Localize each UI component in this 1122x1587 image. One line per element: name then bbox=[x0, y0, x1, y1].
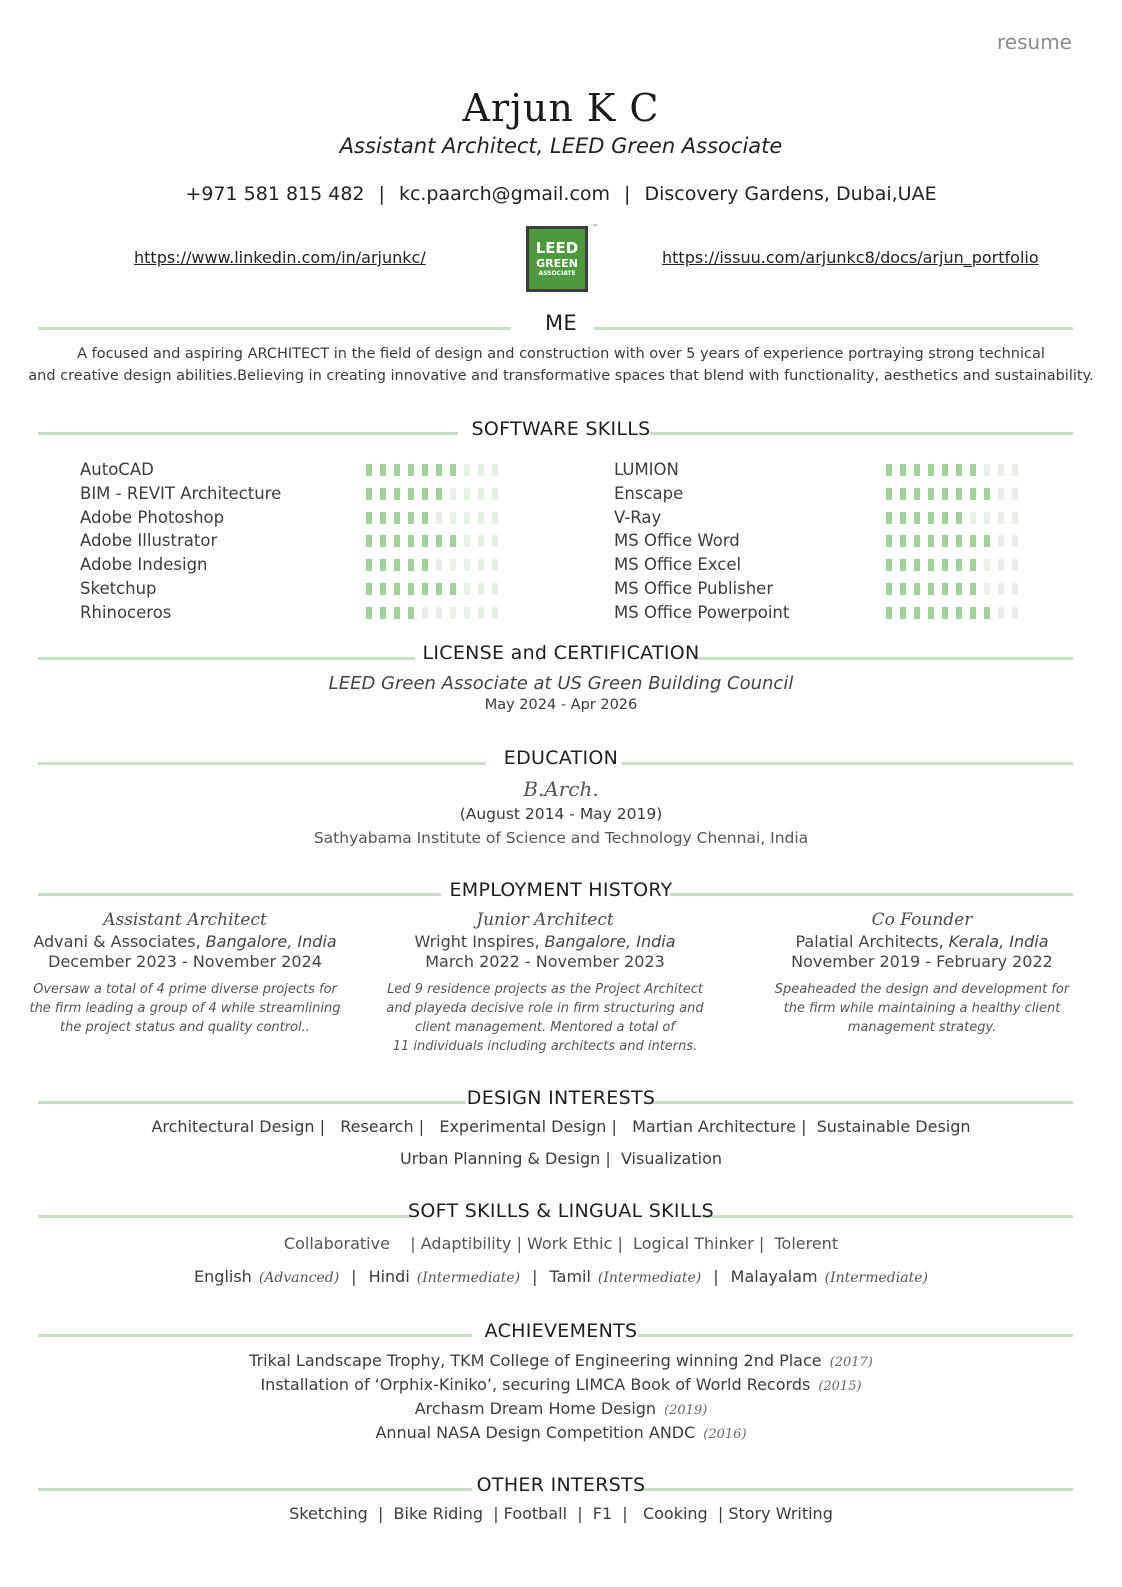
skill-level-segment bbox=[928, 607, 934, 619]
job-description-line: client management. Mentored a total of bbox=[415, 1020, 675, 1035]
skill-level-segment bbox=[408, 488, 414, 500]
skill-level-segment bbox=[478, 464, 484, 476]
achievement-item bbox=[0, 1351, 1122, 1370]
skill-level-segment bbox=[436, 512, 442, 524]
language-level: (Intermediate) bbox=[597, 1270, 702, 1286]
skill-name: MS Office Publisher bbox=[614, 579, 774, 598]
skill-level-segment bbox=[492, 488, 498, 500]
skill-level-segment bbox=[450, 583, 456, 595]
job-description-line: the firm leading a group of 4 while streamlining bbox=[29, 1001, 341, 1016]
skill-level-segment bbox=[886, 535, 892, 547]
heading-soft-skills: SOFT SKILLS & LINGUAL SKILLS bbox=[408, 1200, 714, 1222]
skill-level-segment bbox=[436, 607, 442, 619]
skill-level-segment bbox=[450, 464, 456, 476]
skill-level-segment bbox=[422, 607, 428, 619]
job-description-line: and playeda decisive role in firm structuring and bbox=[386, 1001, 704, 1016]
skill-level-segment bbox=[984, 464, 990, 476]
job-company-line bbox=[375, 932, 715, 951]
job-company: Wright Inspires, bbox=[414, 932, 540, 951]
skill-level-bar bbox=[366, 464, 512, 476]
other-interests-line: Sketching | Bike Riding | Football | F1 | Cooking | Story Writing bbox=[289, 1504, 833, 1523]
job-description-line: 11 individuals including architects and interns. bbox=[392, 1039, 698, 1054]
skill-level-segment bbox=[956, 488, 962, 500]
achievement-item bbox=[0, 1399, 1122, 1418]
skill-level-segment bbox=[1012, 583, 1018, 595]
skill-level-segment bbox=[914, 464, 920, 476]
skill-level-bar bbox=[886, 607, 1032, 619]
skill-level-segment bbox=[942, 607, 948, 619]
skill-level-segment bbox=[492, 559, 498, 571]
job-description-line: Speaheaded the design and development for bbox=[774, 982, 1070, 997]
skill-level-segment bbox=[956, 512, 962, 524]
soft-skills-line: Collaborative | Adaptibility | Work Ethic | Logical Thinker | Tolerent bbox=[283, 1234, 839, 1253]
skill-level-segment bbox=[478, 559, 484, 571]
skill-level-segment bbox=[900, 583, 906, 595]
skill-level-bar bbox=[886, 512, 1032, 524]
skill-name: MS Office Excel bbox=[614, 555, 742, 575]
skill-level-segment bbox=[886, 583, 892, 595]
skill-level-segment bbox=[464, 607, 470, 619]
skill-level-segment bbox=[928, 559, 934, 571]
language-name: English bbox=[194, 1267, 252, 1286]
job-location: Bangalore, India bbox=[544, 932, 676, 951]
job-entry bbox=[762, 910, 1082, 1037]
job-description bbox=[15, 980, 355, 1037]
skill-level-segment bbox=[422, 583, 428, 595]
skill-level-segment bbox=[914, 535, 920, 547]
skill-level-segment bbox=[942, 559, 948, 571]
skill-level-segment bbox=[436, 583, 442, 595]
skill-level-segment bbox=[942, 488, 948, 500]
skill-level-bar bbox=[366, 607, 512, 619]
skill-level-segment bbox=[914, 488, 920, 500]
job-description-line: Led 9 residence projects as the Project Architect bbox=[387, 982, 703, 997]
job-company-line bbox=[15, 932, 355, 951]
skill-level-segment bbox=[380, 488, 386, 500]
skill-level-segment bbox=[998, 464, 1004, 476]
skill-level-segment bbox=[366, 583, 372, 595]
me-line-1: A focused and aspiring ARCHITECT in the field of design and construction with over 5 years of experience portraying strong technical bbox=[77, 346, 1045, 362]
language-name: Malayalam bbox=[730, 1267, 818, 1286]
language-name: Tamil bbox=[549, 1267, 591, 1286]
job-description-line: the firm while maintaining a healthy client bbox=[783, 1001, 1061, 1016]
skill-level-segment bbox=[886, 559, 892, 571]
skill-level-segment bbox=[464, 559, 470, 571]
me-line-2: and creative design abilities.Believing in creating innovative and transformative spaces that blend with functionality, aesthetics and sustainability. bbox=[28, 368, 1094, 384]
skill-level-segment bbox=[436, 535, 442, 547]
skill-level-segment bbox=[1012, 488, 1018, 500]
skill-level-segment bbox=[900, 535, 906, 547]
skill-name: BIM - REVIT Architecture bbox=[80, 483, 282, 503]
skill-level-segment bbox=[886, 607, 892, 619]
skill-level-segment bbox=[394, 559, 400, 571]
skill-level-segment bbox=[422, 488, 428, 500]
skill-level-segment bbox=[998, 488, 1004, 500]
job-description-line: the project status and quality control.. bbox=[60, 1020, 310, 1035]
skill-level-segment bbox=[998, 559, 1004, 571]
skill-level-bar bbox=[366, 488, 512, 500]
language-level: (Intermediate) bbox=[416, 1270, 521, 1286]
achievement-year: (2015) bbox=[818, 1379, 862, 1394]
achievement-text: Annual NASA Design Competition ANDC bbox=[375, 1423, 696, 1442]
skill-level-segment bbox=[914, 583, 920, 595]
skill-level-segment bbox=[450, 607, 456, 619]
skill-level-bar bbox=[366, 583, 512, 595]
skill-level-segment bbox=[900, 464, 906, 476]
skill-level-segment bbox=[970, 488, 976, 500]
skill-name: Rhinoceros bbox=[80, 602, 172, 622]
skill-level-segment bbox=[984, 535, 990, 547]
skill-level-segment bbox=[984, 583, 990, 595]
skill-level-segment bbox=[380, 607, 386, 619]
skill-level-segment bbox=[436, 559, 442, 571]
license-name: LEED Green Associate at US Green Building Council bbox=[328, 673, 794, 694]
skill-level-segment bbox=[478, 512, 484, 524]
linkedin-link[interactable]: https://www.linkedin.com/in/arjunkc/ bbox=[134, 248, 426, 267]
skill-name: Adobe Illustrator bbox=[80, 531, 218, 551]
skill-level-bar bbox=[886, 583, 1032, 595]
job-entry bbox=[375, 910, 715, 1056]
skill-level-segment bbox=[464, 512, 470, 524]
skill-level-segment bbox=[914, 559, 920, 571]
skill-name: LUMION bbox=[614, 460, 679, 479]
separator: | bbox=[351, 1267, 357, 1286]
job-description-line: Oversaw a total of 4 prime diverse projects for bbox=[33, 982, 337, 997]
job-dates: December 2023 - November 2024 bbox=[48, 952, 322, 971]
achievement-year: (2017) bbox=[829, 1355, 873, 1370]
skill-name: Adobe Photoshop bbox=[80, 507, 225, 527]
job-location: Kerala, India bbox=[948, 932, 1049, 951]
skill-level-bar bbox=[886, 488, 1032, 500]
skill-level-segment bbox=[970, 607, 976, 619]
leed-green-associate-logo bbox=[526, 226, 588, 292]
skill-level-segment bbox=[478, 607, 484, 619]
job-title: Co Founder bbox=[871, 910, 973, 930]
heading-software-skills: SOFTWARE SKILLS bbox=[471, 418, 651, 440]
skill-level-segment bbox=[984, 559, 990, 571]
language-level: (Intermediate) bbox=[824, 1270, 928, 1286]
skill-name: V-Ray bbox=[614, 507, 662, 527]
skill-level-segment bbox=[408, 464, 414, 476]
skill-level-bar bbox=[366, 559, 512, 571]
skill-level-segment bbox=[1012, 464, 1018, 476]
language-name: Hindi bbox=[368, 1267, 410, 1286]
skill-level-segment bbox=[436, 464, 442, 476]
skill-level-segment bbox=[380, 559, 386, 571]
skill-level-segment bbox=[886, 512, 892, 524]
leed-logo-text: GREEN bbox=[536, 257, 578, 270]
skill-level-segment bbox=[450, 512, 456, 524]
skill-level-segment bbox=[956, 559, 962, 571]
skill-level-segment bbox=[928, 535, 934, 547]
skill-level-segment bbox=[380, 512, 386, 524]
job-title: Junior Architect bbox=[476, 910, 614, 930]
job-location: Bangalore, India bbox=[205, 932, 337, 951]
skill-level-segment bbox=[408, 583, 414, 595]
skill-level-segment bbox=[492, 583, 498, 595]
skill-level-segment bbox=[394, 464, 400, 476]
design-interests-line-2: Urban Planning & Design | Visualization bbox=[400, 1149, 722, 1168]
school: Sathyabama Institute of Science and Technology Chennai, India bbox=[313, 829, 809, 847]
skill-level-segment bbox=[422, 512, 428, 524]
skill-level-segment bbox=[970, 535, 976, 547]
heading-achievements: ACHIEVEMENTS bbox=[484, 1320, 638, 1342]
leed-logo-text: ASSOCIATE bbox=[538, 270, 576, 277]
skill-level-segment bbox=[928, 488, 934, 500]
skill-level-segment bbox=[956, 607, 962, 619]
skill-name: Enscape bbox=[614, 483, 684, 503]
skill-level-segment bbox=[422, 464, 428, 476]
skill-level-segment bbox=[984, 607, 990, 619]
skill-level-segment bbox=[984, 488, 990, 500]
skill-level-segment bbox=[366, 535, 372, 547]
degree: B.Arch. bbox=[523, 777, 599, 801]
job-company-line bbox=[762, 932, 1082, 951]
leed-logo-text: LEED bbox=[535, 239, 579, 257]
skill-name: AutoCAD bbox=[80, 460, 154, 479]
achievement-text: Archasm Dream Home Design bbox=[414, 1399, 657, 1418]
job-title: Assistant Architect bbox=[103, 910, 267, 930]
skill-level-bar bbox=[366, 512, 512, 524]
skill-level-segment bbox=[408, 559, 414, 571]
job-dates: November 2019 - February 2022 bbox=[791, 952, 1053, 971]
skill-level-segment bbox=[380, 583, 386, 595]
skill-level-segment bbox=[422, 535, 428, 547]
skill-level-bar bbox=[886, 559, 1032, 571]
skill-level-segment bbox=[366, 607, 372, 619]
skill-level-segment bbox=[394, 535, 400, 547]
skill-level-segment bbox=[394, 488, 400, 500]
skill-level-segment bbox=[380, 464, 386, 476]
heading-other-interests: OTHER INTERSTS bbox=[476, 1474, 646, 1496]
skill-level-segment bbox=[436, 488, 442, 500]
education-dates: (August 2014 - May 2019) bbox=[459, 805, 663, 823]
languages-line bbox=[0, 1267, 1122, 1286]
skill-level-segment bbox=[422, 559, 428, 571]
skill-name: MS Office Powerpoint bbox=[614, 602, 790, 622]
skill-level-segment bbox=[942, 512, 948, 524]
skill-level-segment bbox=[450, 559, 456, 571]
skill-level-segment bbox=[970, 583, 976, 595]
skill-level-segment bbox=[928, 464, 934, 476]
skill-level-segment bbox=[970, 559, 976, 571]
skill-level-segment bbox=[450, 535, 456, 547]
job-company: Palatial Architects, bbox=[795, 932, 944, 951]
skill-level-segment bbox=[478, 535, 484, 547]
skill-level-segment bbox=[984, 512, 990, 524]
separator: | bbox=[378, 183, 385, 205]
skill-level-segment bbox=[956, 535, 962, 547]
skill-level-segment bbox=[366, 512, 372, 524]
heading-employment-history: EMPLOYMENT HISTORY bbox=[449, 879, 673, 901]
email-link[interactable]: kc.paarch@gmail.com bbox=[398, 183, 611, 205]
skill-level-segment bbox=[1012, 607, 1018, 619]
skill-level-segment bbox=[942, 583, 948, 595]
skill-level-segment bbox=[942, 464, 948, 476]
skill-level-segment bbox=[450, 488, 456, 500]
skill-level-segment bbox=[1012, 559, 1018, 571]
skill-level-segment bbox=[998, 607, 1004, 619]
skill-level-segment bbox=[942, 535, 948, 547]
skill-level-segment bbox=[914, 607, 920, 619]
job-description bbox=[762, 980, 1082, 1037]
skill-level-segment bbox=[956, 464, 962, 476]
skill-level-segment bbox=[886, 464, 892, 476]
achievement-item bbox=[0, 1375, 1122, 1394]
skill-name: Sketchup bbox=[80, 579, 157, 598]
skill-name: MS Office Word bbox=[614, 531, 740, 551]
skill-level-bar bbox=[886, 464, 1032, 476]
skill-level-segment bbox=[900, 559, 906, 571]
skill-level-segment bbox=[408, 607, 414, 619]
skill-level-segment bbox=[394, 607, 400, 619]
achievement-year: (2019) bbox=[664, 1403, 708, 1418]
skill-level-segment bbox=[970, 464, 976, 476]
skill-level-segment bbox=[464, 464, 470, 476]
candidate-name: Arjun K C bbox=[462, 86, 660, 130]
skill-level-segment bbox=[998, 535, 1004, 547]
contact-line bbox=[0, 183, 1122, 205]
skill-level-segment bbox=[380, 535, 386, 547]
job-description bbox=[375, 980, 715, 1056]
language-level: (Advanced) bbox=[258, 1270, 340, 1286]
skill-level-segment bbox=[900, 488, 906, 500]
skill-level-segment bbox=[956, 583, 962, 595]
skill-level-segment bbox=[464, 488, 470, 500]
trademark-mark: ™ bbox=[592, 224, 598, 231]
candidate-title: Assistant Architect, LEED Green Associate bbox=[339, 134, 783, 158]
skill-level-segment bbox=[492, 464, 498, 476]
job-entry bbox=[15, 910, 355, 1037]
skill-level-segment bbox=[478, 488, 484, 500]
job-company: Advani & Associates, bbox=[33, 932, 201, 951]
skill-level-bar bbox=[366, 535, 512, 547]
design-interests-line-1: Architectural Design | Research | Experimental Design | Martian Architecture | Sustainable Design bbox=[151, 1117, 971, 1136]
resume-tag: resume bbox=[997, 30, 1072, 54]
skill-level-segment bbox=[1012, 512, 1018, 524]
skill-level-segment bbox=[366, 464, 372, 476]
heading-license: LICENSE and CERTIFICATION bbox=[422, 642, 700, 664]
skill-name: Adobe Indesign bbox=[80, 555, 208, 575]
heading-design-interests: DESIGN INTERESTS bbox=[466, 1087, 656, 1109]
heading-me: ME bbox=[545, 311, 577, 335]
separator: | bbox=[713, 1267, 719, 1286]
skill-level-segment bbox=[914, 512, 920, 524]
skill-level-segment bbox=[492, 607, 498, 619]
skill-level-segment bbox=[900, 512, 906, 524]
job-description-line: management strategy. bbox=[847, 1020, 997, 1035]
portfolio-link[interactable]: https://issuu.com/arjunkc8/docs/arjun_portfolio bbox=[662, 248, 1039, 267]
skill-level-segment bbox=[928, 583, 934, 595]
skill-level-segment bbox=[408, 512, 414, 524]
skill-level-segment bbox=[394, 512, 400, 524]
separator: | bbox=[624, 183, 631, 205]
job-dates: March 2022 - November 2023 bbox=[425, 952, 665, 971]
skill-level-segment bbox=[464, 583, 470, 595]
skill-level-segment bbox=[492, 512, 498, 524]
skill-level-segment bbox=[1012, 535, 1018, 547]
heading-education: EDUCATION bbox=[503, 747, 619, 769]
skill-level-segment bbox=[998, 583, 1004, 595]
skill-level-segment bbox=[998, 512, 1004, 524]
skill-level-bar bbox=[886, 535, 1032, 547]
skill-level-segment bbox=[464, 535, 470, 547]
achievement-text: Trikal Landscape Trophy, TKM College of Engineering winning 2nd Place bbox=[249, 1351, 822, 1370]
achievement-item bbox=[0, 1423, 1122, 1442]
skill-level-segment bbox=[886, 488, 892, 500]
location: Discovery Gardens, Dubai,UAE bbox=[644, 183, 937, 205]
license-dates: May 2024 - Apr 2026 bbox=[484, 697, 638, 713]
skill-level-segment bbox=[366, 488, 372, 500]
skill-level-segment bbox=[408, 535, 414, 547]
skill-level-segment bbox=[366, 559, 372, 571]
separator: | bbox=[532, 1267, 538, 1286]
skill-level-segment bbox=[928, 512, 934, 524]
achievement-year: (2016) bbox=[703, 1427, 747, 1442]
skill-level-segment bbox=[900, 607, 906, 619]
phone: +971 581 815 482 bbox=[185, 183, 365, 205]
skill-level-segment bbox=[394, 583, 400, 595]
skill-level-segment bbox=[478, 583, 484, 595]
skill-level-segment bbox=[492, 535, 498, 547]
skill-level-segment bbox=[970, 512, 976, 524]
achievement-text: Installation of ‘Orphix-Kiniko’, securing LIMCA Book of World Records bbox=[260, 1375, 811, 1394]
